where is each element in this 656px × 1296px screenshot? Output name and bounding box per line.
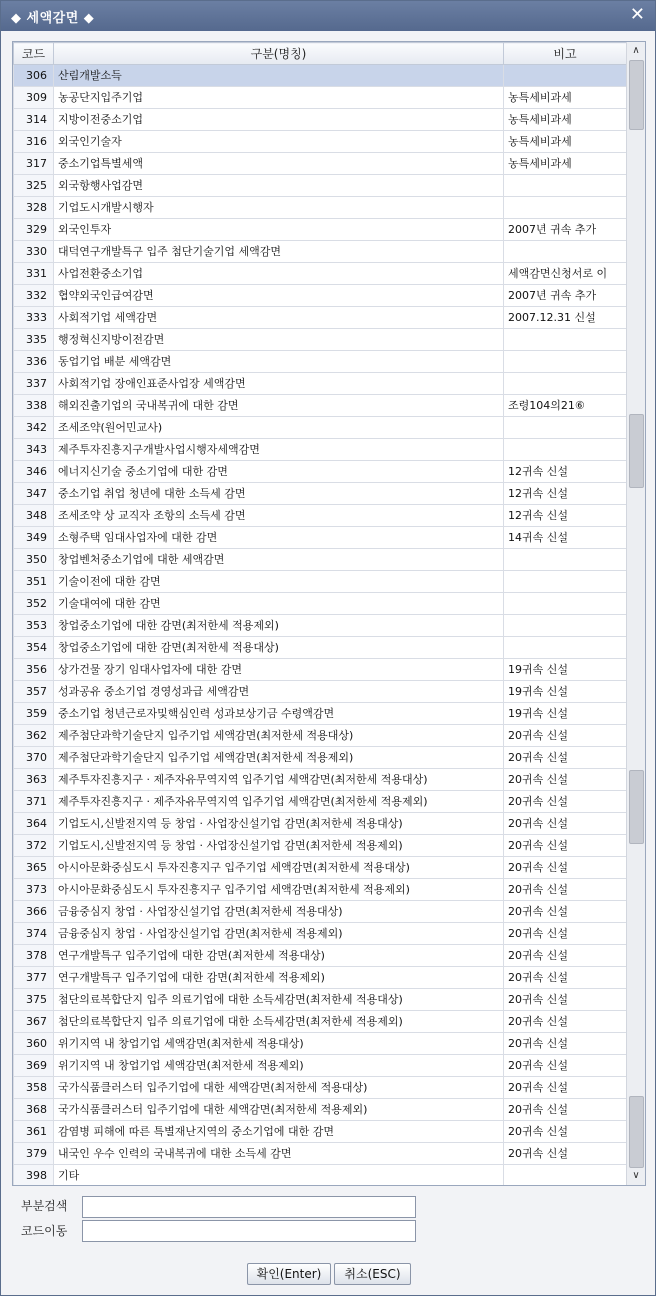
- note-cell: 20귀속 신설: [504, 813, 627, 835]
- table-row[interactable]: [14, 65, 627, 87]
- note-cell: 2007년 귀속 추가: [504, 285, 627, 307]
- note-cell: 14귀속 신설: [504, 527, 627, 549]
- name-cell: 연구개발특구 입주기업에 대한 감면(최저한세 적용대상): [54, 945, 504, 967]
- code-cell: 336: [14, 351, 54, 373]
- name-cell: 중소기업 청년근로자및핵심인력 성과보상기금 수령액감면: [54, 703, 504, 725]
- partial-search-input[interactable]: [82, 1196, 416, 1218]
- note-cell: 농특세비과세: [504, 87, 627, 109]
- table-row[interactable]: [14, 395, 627, 417]
- code-cell: 373: [14, 879, 54, 901]
- title-bar: [1, 1, 655, 31]
- note-cell: [504, 65, 627, 87]
- note-cell: [504, 637, 627, 659]
- code-cell: 366: [14, 901, 54, 923]
- code-cell: 359: [14, 703, 54, 725]
- name-cell: 지방이전중소기업: [54, 109, 504, 131]
- name-cell: 위기지역 내 창업기업 세액감면(최저한세 적용대상): [54, 1033, 504, 1055]
- code-cell: 306: [14, 65, 54, 87]
- table-row[interactable]: [14, 945, 627, 967]
- vertical-scrollbar[interactable]: [626, 42, 645, 1185]
- code-cell: 365: [14, 857, 54, 879]
- name-cell: 해외진출기업의 국내복귀에 대한 감면: [54, 395, 504, 417]
- code-cell: 337: [14, 373, 54, 395]
- ok-button[interactable]: 확인(Enter): [247, 1263, 331, 1285]
- column-header-note[interactable]: 비고: [504, 43, 627, 65]
- note-cell: 20귀속 신설: [504, 857, 627, 879]
- name-cell: 사회적기업 장애인표준사업장 세액감면: [54, 373, 504, 395]
- note-cell: [504, 373, 627, 395]
- name-cell: 중소기업 취업 청년에 대한 소득세 감면: [54, 483, 504, 505]
- code-cell: 371: [14, 791, 54, 813]
- name-cell: 조세조약 상 교직자 조항의 소득세 감면: [54, 505, 504, 527]
- name-cell: 외국인기술자: [54, 131, 504, 153]
- name-cell: 상가건물 장기 임대사업자에 대한 감면: [54, 659, 504, 681]
- table-row[interactable]: [14, 351, 627, 373]
- close-icon[interactable]: ✕: [629, 4, 645, 25]
- note-cell: [504, 439, 627, 461]
- name-cell: 기타: [54, 1165, 504, 1187]
- note-cell: 2007년 귀속 추가: [504, 219, 627, 241]
- table-row[interactable]: [14, 747, 627, 769]
- table-row[interactable]: [14, 857, 627, 879]
- table-row[interactable]: [14, 285, 627, 307]
- name-cell: 위기지역 내 창업기업 세액감면(최저한세 적용제외): [54, 1055, 504, 1077]
- note-cell: 20귀속 신설: [504, 1077, 627, 1099]
- scroll-thumb[interactable]: [629, 60, 644, 130]
- code-cell: 349: [14, 527, 54, 549]
- note-cell: 20귀속 신설: [504, 1099, 627, 1121]
- scroll-down-icon[interactable]: ∨: [632, 1170, 640, 1181]
- column-header-name[interactable]: 구분(명칭): [54, 43, 504, 65]
- code-cell: 314: [14, 109, 54, 131]
- name-cell: 아시아문화중심도시 투자진흥지구 입주기업 세액감면(최저한세 적용대상): [54, 857, 504, 879]
- note-cell: [504, 1165, 627, 1187]
- code-cell: 377: [14, 967, 54, 989]
- table-row[interactable]: [14, 1121, 627, 1143]
- code-cell: 352: [14, 593, 54, 615]
- name-cell: 성과공유 중소기업 경영성과급 세액감면: [54, 681, 504, 703]
- table-row[interactable]: [14, 153, 627, 175]
- note-cell: 19귀속 신설: [504, 659, 627, 681]
- name-cell: 첨단의료복합단지 입주 의료기업에 대한 소득세감면(최저한세 적용대상): [54, 989, 504, 1011]
- name-cell: 기술대여에 대한 감면: [54, 593, 504, 615]
- table-row[interactable]: [14, 549, 627, 571]
- code-cell: 357: [14, 681, 54, 703]
- note-cell: [504, 241, 627, 263]
- table-row[interactable]: [14, 329, 627, 351]
- code-cell: 379: [14, 1143, 54, 1165]
- table-row[interactable]: [14, 87, 627, 109]
- name-cell: 국가식품클러스터 입주기업에 대한 세액감면(최저한세 적용제외): [54, 1099, 504, 1121]
- name-cell: 감염병 피해에 따른 특별재난지역의 중소기업에 대한 감면: [54, 1121, 504, 1143]
- name-cell: 대덕연구개발특구 입주 첨단기술기업 세액감면: [54, 241, 504, 263]
- name-cell: 제주투자진흥지구 · 제주자유무역지역 입주기업 세액감면(최저한세 적용대상): [54, 769, 504, 791]
- note-cell: 농특세비과세: [504, 131, 627, 153]
- name-cell: 기술이전에 대한 감면: [54, 571, 504, 593]
- name-cell: 소형주택 임대사업자에 대한 감면: [54, 527, 504, 549]
- table-row[interactable]: [14, 659, 627, 681]
- code-grid: [12, 41, 646, 1186]
- scroll-up-icon[interactable]: ∧: [632, 45, 640, 56]
- table-row[interactable]: [14, 615, 627, 637]
- partial-search-label: 부분검색: [21, 1199, 68, 1213]
- name-cell: 제주첨단과학기술단지 입주기업 세액감면(최저한세 적용대상): [54, 725, 504, 747]
- note-cell: 20귀속 신설: [504, 1143, 627, 1165]
- note-cell: 12귀속 신설: [504, 483, 627, 505]
- code-cell: 328: [14, 197, 54, 219]
- note-cell: 농특세비과세: [504, 153, 627, 175]
- note-cell: 12귀속 신설: [504, 461, 627, 483]
- table-row[interactable]: [14, 505, 627, 527]
- table-row[interactable]: [14, 417, 627, 439]
- table-row[interactable]: [14, 571, 627, 593]
- table-body: [14, 65, 627, 1187]
- note-cell: 19귀속 신설: [504, 703, 627, 725]
- code-cell: 370: [14, 747, 54, 769]
- table-row[interactable]: [14, 725, 627, 747]
- name-cell: 창업중소기업에 대한 감면(최저한세 적용대상): [54, 637, 504, 659]
- code-cell: 332: [14, 285, 54, 307]
- code-cell: 364: [14, 813, 54, 835]
- name-cell: 내국인 우수 인력의 국내복귀에 대한 소득세 감면: [54, 1143, 504, 1165]
- note-cell: 20귀속 신설: [504, 725, 627, 747]
- table-row[interactable]: [14, 219, 627, 241]
- code-cell: 368: [14, 1099, 54, 1121]
- code-cell: 317: [14, 153, 54, 175]
- code-cell: 361: [14, 1121, 54, 1143]
- code-cell: 362: [14, 725, 54, 747]
- code-cell: 350: [14, 549, 54, 571]
- name-cell: 제주투자진흥지구 · 제주자유무역지역 입주기업 세액감면(최저한세 적용제외): [54, 791, 504, 813]
- table-row[interactable]: [14, 791, 627, 813]
- note-cell: [504, 571, 627, 593]
- code-cell: 353: [14, 615, 54, 637]
- note-cell: 19귀속 신설: [504, 681, 627, 703]
- note-cell: 20귀속 신설: [504, 1121, 627, 1143]
- header-row: [14, 43, 627, 65]
- table-row[interactable]: [14, 439, 627, 461]
- code-cell: 356: [14, 659, 54, 681]
- code-jump-label: 코드이동: [21, 1224, 68, 1238]
- scroll-thumb[interactable]: [629, 1096, 644, 1168]
- code-cell: 309: [14, 87, 54, 109]
- scroll-thumb[interactable]: [629, 414, 644, 488]
- code-cell: 358: [14, 1077, 54, 1099]
- table-row[interactable]: [14, 923, 627, 945]
- table-row[interactable]: [14, 1033, 627, 1055]
- note-cell: 20귀속 신설: [504, 1055, 627, 1077]
- note-cell: 농특세비과세: [504, 109, 627, 131]
- code-cell: 316: [14, 131, 54, 153]
- name-cell: 제주투자진흥지구개발사업시행자세액감면: [54, 439, 504, 461]
- code-cell: 325: [14, 175, 54, 197]
- dialog-title: ◆ 세액감면 ◆: [11, 11, 95, 26]
- name-cell: 동업기업 배분 세액감면: [54, 351, 504, 373]
- table-row[interactable]: [14, 637, 627, 659]
- code-cell: 338: [14, 395, 54, 417]
- table-row[interactable]: [14, 241, 627, 263]
- name-cell: 에너지신기술 중소기업에 대한 감면: [54, 461, 504, 483]
- name-cell: 사회적기업 세액감면: [54, 307, 504, 329]
- code-cell: 331: [14, 263, 54, 285]
- table-row[interactable]: [14, 461, 627, 483]
- code-cell: 360: [14, 1033, 54, 1055]
- name-cell: 협약외국인급여감면: [54, 285, 504, 307]
- table-row[interactable]: [14, 1099, 627, 1121]
- table-row[interactable]: [14, 967, 627, 989]
- name-cell: 행정혁신지방이전감면: [54, 329, 504, 351]
- table-row[interactable]: [14, 813, 627, 835]
- table-row[interactable]: [14, 1055, 627, 1077]
- table-row[interactable]: [14, 879, 627, 901]
- code-cell: 375: [14, 989, 54, 1011]
- table-row[interactable]: [14, 1165, 627, 1187]
- name-cell: 제주첨단과학기술단지 입주기업 세액감면(최저한세 적용제외): [54, 747, 504, 769]
- name-cell: 창업중소기업에 대한 감면(최저한세 적용제외): [54, 615, 504, 637]
- code-cell: 351: [14, 571, 54, 593]
- note-cell: [504, 417, 627, 439]
- table-row[interactable]: [14, 769, 627, 791]
- note-cell: [504, 329, 627, 351]
- note-cell: 20귀속 신설: [504, 923, 627, 945]
- note-cell: [504, 593, 627, 615]
- note-cell: 20귀속 신설: [504, 835, 627, 857]
- cancel-button[interactable]: 취소(ESC): [334, 1263, 411, 1285]
- name-cell: 아시아문화중심도시 투자진흥지구 입주기업 세액감면(최저한세 적용제외): [54, 879, 504, 901]
- note-cell: 조령104의21⑥: [504, 395, 627, 417]
- table-row[interactable]: [14, 483, 627, 505]
- name-cell: 기업도시,신발전지역 등 창업 · 사업장신설기업 감면(최저한세 적용제외): [54, 835, 504, 857]
- table-row[interactable]: [14, 1143, 627, 1165]
- code-cell: 342: [14, 417, 54, 439]
- note-cell: 20귀속 신설: [504, 945, 627, 967]
- table-row[interactable]: [14, 527, 627, 549]
- note-cell: 12귀속 신설: [504, 505, 627, 527]
- table-row[interactable]: [14, 197, 627, 219]
- note-cell: 20귀속 신설: [504, 1011, 627, 1033]
- code-cell: 346: [14, 461, 54, 483]
- note-cell: 20귀속 신설: [504, 1033, 627, 1055]
- table-row[interactable]: [14, 307, 627, 329]
- code-cell: 343: [14, 439, 54, 461]
- code-jump-input[interactable]: [82, 1220, 416, 1242]
- code-cell: 372: [14, 835, 54, 857]
- code-cell: 369: [14, 1055, 54, 1077]
- note-cell: [504, 615, 627, 637]
- table-row[interactable]: [14, 835, 627, 857]
- note-cell: [504, 549, 627, 571]
- table-row[interactable]: [14, 703, 627, 725]
- note-cell: [504, 197, 627, 219]
- name-cell: 사업전환중소기업: [54, 263, 504, 285]
- code-cell: 333: [14, 307, 54, 329]
- code-cell: 329: [14, 219, 54, 241]
- scroll-thumb[interactable]: [629, 770, 644, 844]
- note-cell: 20귀속 신설: [504, 901, 627, 923]
- code-cell: 363: [14, 769, 54, 791]
- table-row[interactable]: [14, 1011, 627, 1033]
- note-cell: [504, 175, 627, 197]
- code-cell: 347: [14, 483, 54, 505]
- column-header-code[interactable]: 코드: [14, 43, 54, 65]
- name-cell: 기업도시개발시행자: [54, 197, 504, 219]
- note-cell: [504, 351, 627, 373]
- code-cell: 335: [14, 329, 54, 351]
- note-cell: 세액감면신청서로 이: [504, 263, 627, 285]
- code-cell: 354: [14, 637, 54, 659]
- code-cell: 378: [14, 945, 54, 967]
- name-cell: 산림개발소득: [54, 65, 504, 87]
- code-cell: 398: [14, 1165, 54, 1187]
- name-cell: 국가식품클러스터 입주기업에 대한 세액감면(최저한세 적용대상): [54, 1077, 504, 1099]
- name-cell: 연구개발특구 입주기업에 대한 감면(최저한세 적용제외): [54, 967, 504, 989]
- table-row[interactable]: [14, 989, 627, 1011]
- table-row[interactable]: [14, 901, 627, 923]
- name-cell: 기업도시,신발전지역 등 창업 · 사업장신설기업 감면(최저한세 적용대상): [54, 813, 504, 835]
- code-cell: 348: [14, 505, 54, 527]
- name-cell: 창업벤처중소기업에 대한 세액감면: [54, 549, 504, 571]
- note-cell: 20귀속 신설: [504, 989, 627, 1011]
- table-row[interactable]: [14, 373, 627, 395]
- note-cell: 20귀속 신설: [504, 747, 627, 769]
- note-cell: 20귀속 신설: [504, 879, 627, 901]
- table-row[interactable]: [14, 175, 627, 197]
- name-cell: 농공단지입주기업: [54, 87, 504, 109]
- note-cell: 2007.12.31 신설: [504, 307, 627, 329]
- table-row[interactable]: [14, 681, 627, 703]
- name-cell: 중소기업특별세액: [54, 153, 504, 175]
- code-cell: 330: [14, 241, 54, 263]
- code-cell: 374: [14, 923, 54, 945]
- table-row[interactable]: [14, 1077, 627, 1099]
- note-cell: 20귀속 신설: [504, 967, 627, 989]
- note-cell: 20귀속 신설: [504, 791, 627, 813]
- name-cell: 첨단의료복합단지 입주 의료기업에 대한 소득세감면(최저한세 적용제외): [54, 1011, 504, 1033]
- code-table: [13, 42, 627, 1186]
- table-row[interactable]: [14, 131, 627, 153]
- table-row[interactable]: [14, 593, 627, 615]
- name-cell: 금융중심지 창업 · 사업장신설기업 감면(최저한세 적용대상): [54, 901, 504, 923]
- note-cell: 20귀속 신설: [504, 769, 627, 791]
- code-cell: 367: [14, 1011, 54, 1033]
- name-cell: 외국인투자: [54, 219, 504, 241]
- name-cell: 금융중심지 창업 · 사업장신설기업 감면(최저한세 적용제외): [54, 923, 504, 945]
- table-row[interactable]: [14, 109, 627, 131]
- name-cell: 조세조약(원어민교사): [54, 417, 504, 439]
- name-cell: 외국항행사업감면: [54, 175, 504, 197]
- table-row[interactable]: [14, 263, 627, 285]
